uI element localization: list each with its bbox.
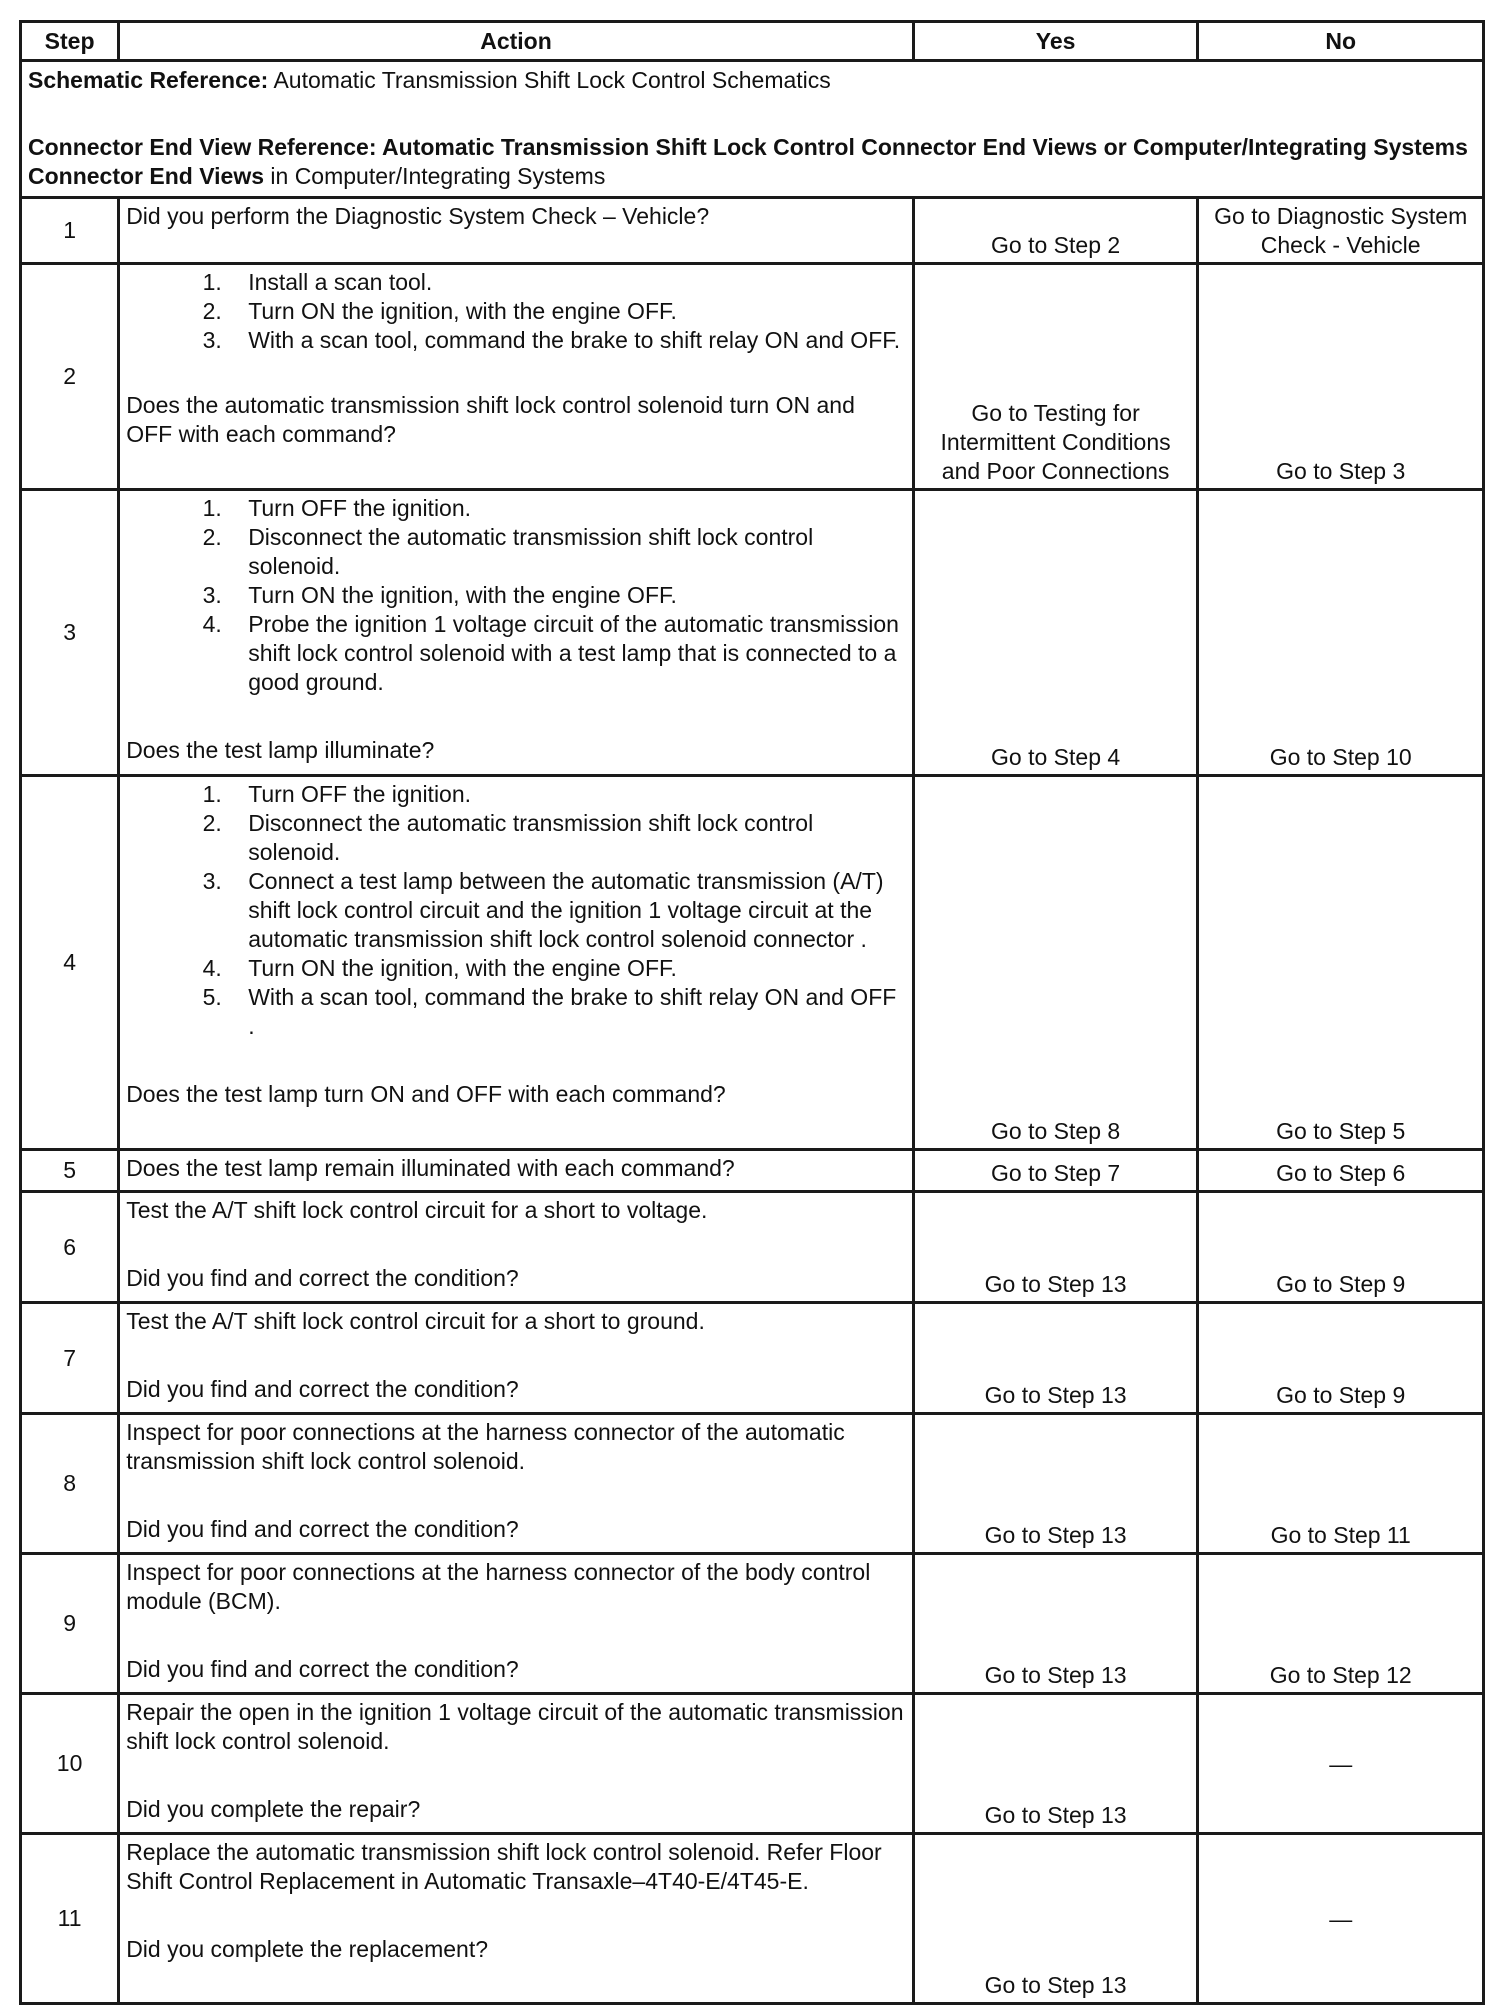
question: Does the test lamp remain illuminated with each command? [126, 1155, 735, 1181]
table-row [21, 1834, 1484, 2004]
action-cell [119, 1150, 914, 1192]
action-list [126, 780, 906, 1041]
yes-cell: Go to Step 13 [913, 1834, 1198, 2004]
action-cell [119, 1554, 914, 1694]
header-row [21, 22, 1484, 61]
step-number: 9 [21, 1554, 119, 1694]
step-number: 6 [21, 1192, 119, 1303]
instruction: Inspect for poor connections at the harness connector of the body control module (BCM). [126, 1559, 871, 1614]
header-yes: Yes [913, 22, 1198, 61]
no-cell: Go to Step 6 [1198, 1150, 1484, 1192]
action-cell [119, 1414, 914, 1554]
connector-reference-label: Connector End View Reference: Automatic Transmission Shift Lock Control Connector End Views or Computer/Integrating Systems Connector End Views [28, 134, 1468, 189]
yes-cell: Go to Step 13 [913, 1694, 1198, 1834]
schematic-reference [28, 66, 1476, 95]
action-cell [119, 776, 914, 1150]
yes-cell: Go to Testing for Intermittent Conditions and Poor Connections [913, 264, 1198, 490]
table-row [21, 1150, 1484, 1192]
table-row [21, 490, 1484, 776]
no-cell: — [1198, 1694, 1484, 1834]
yes-cell: Go to Step 13 [913, 1303, 1198, 1414]
step-number: 10 [21, 1694, 119, 1834]
yes-cell: Go to Step 7 [913, 1150, 1198, 1192]
diagnostic-document [19, 20, 1485, 2005]
action-item: 2. Disconnect the automatic transmission shift lock control solenoid. [228, 523, 906, 581]
step-number: 11 [21, 1834, 119, 2004]
header-no: No [1198, 22, 1484, 61]
no-cell: Go to Step 12 [1198, 1554, 1484, 1694]
table-row [21, 1303, 1484, 1414]
action-item: 1. Install a scan tool. [228, 268, 906, 297]
connector-reference [28, 133, 1476, 191]
action-cell [119, 490, 914, 776]
action-item: 2. Turn ON the ignition, with the engine OFF. [228, 297, 906, 326]
no-cell: Go to Step 9 [1198, 1192, 1484, 1303]
action-item: 4. Probe the ignition 1 voltage circuit of the automatic transmission shift lock control solenoid with a test lamp that is connected to a good ground. [228, 610, 906, 697]
table-row [21, 1414, 1484, 1554]
yes-cell: Go to Step 8 [913, 776, 1198, 1150]
table-row [21, 264, 1484, 490]
step-number: 2 [21, 264, 119, 490]
action-item: 5. With a scan tool, command the brake to shift relay ON and OFF . [228, 983, 906, 1041]
question: Did you complete the replacement? [126, 1936, 488, 1962]
diagnostic-table [19, 20, 1485, 2005]
instruction: Inspect for poor connections at the harness connector of the automatic transmission shift lock control solenoid. [126, 1419, 845, 1474]
question: Does the test lamp turn ON and OFF with each command? [126, 1081, 726, 1107]
no-cell: Go to Step 3 [1198, 264, 1484, 490]
action-cell [119, 1834, 914, 2004]
action-cell [119, 1303, 914, 1414]
action-cell [119, 1694, 914, 1834]
schematic-reference-label: Schematic Reference: [28, 67, 269, 93]
step-number: 1 [21, 198, 119, 264]
question: Did you complete the repair? [126, 1796, 421, 1822]
reference-row [21, 61, 1484, 198]
question: Did you perform the Diagnostic System Check – Vehicle? [126, 203, 710, 229]
yes-cell: Go to Step 13 [913, 1192, 1198, 1303]
step-number: 8 [21, 1414, 119, 1554]
instruction: Test the A/T shift lock control circuit for a short to ground. [126, 1308, 705, 1334]
no-cell: Go to Step 9 [1198, 1303, 1484, 1414]
table-row [21, 776, 1484, 1150]
step-number: 7 [21, 1303, 119, 1414]
question: Does the test lamp illuminate? [126, 737, 435, 763]
action-item: 1. Turn OFF the ignition. [228, 780, 906, 809]
action-cell [119, 198, 914, 264]
question: Did you find and correct the condition? [126, 1516, 519, 1542]
table-row [21, 1554, 1484, 1694]
action-cell [119, 264, 914, 490]
question: Does the automatic transmission shift lock control solenoid turn ON and OFF with each command? [126, 392, 855, 447]
action-list [126, 268, 906, 355]
instruction: Test the A/T shift lock control circuit for a short to voltage. [126, 1197, 708, 1223]
question: Did you find and correct the condition? [126, 1656, 519, 1682]
no-cell: Go to Step 11 [1198, 1414, 1484, 1554]
question: Did you find and correct the condition? [126, 1265, 519, 1291]
step-number: 5 [21, 1150, 119, 1192]
action-item: 1. Turn OFF the ignition. [228, 494, 906, 523]
connector-reference-text: in Computer/Integrating Systems [264, 163, 606, 189]
table-row [21, 1694, 1484, 1834]
header-step: Step [21, 22, 119, 61]
header-action: Action [119, 22, 914, 61]
action-item: 2. Disconnect the automatic transmission shift lock control solenoid. [228, 809, 906, 867]
action-item: 4. Turn ON the ignition, with the engine OFF. [228, 954, 906, 983]
action-item: 3. Turn ON the ignition, with the engine OFF. [228, 581, 906, 610]
question: Did you find and correct the condition? [126, 1376, 519, 1402]
yes-cell: Go to Step 13 [913, 1414, 1198, 1554]
no-cell: Go to Step 5 [1198, 776, 1484, 1150]
schematic-reference-text: Automatic Transmission Shift Lock Control Schematics [268, 67, 831, 93]
action-cell [119, 1192, 914, 1303]
step-number: 4 [21, 776, 119, 1150]
instruction: Replace the automatic transmission shift lock control solenoid. Refer Floor Shift Control Replacement in Automatic Transaxle–4T40-E/4T45-E. [126, 1839, 882, 1894]
table-row [21, 198, 1484, 264]
action-list [126, 494, 906, 697]
yes-cell: Go to Step 4 [913, 490, 1198, 776]
action-item: 3. Connect a test lamp between the automatic transmission (A/T) shift lock control circuit and the ignition 1 voltage circuit at the automatic transmission shift lock control solenoid connector . [228, 867, 906, 954]
instruction: Repair the open in the ignition 1 voltage circuit of the automatic transmission shift lock control solenoid. [126, 1699, 904, 1754]
action-item: 3. With a scan tool, command the brake to shift relay ON and OFF. [228, 326, 906, 355]
table-row [21, 1192, 1484, 1303]
step-number: 3 [21, 490, 119, 776]
yes-cell: Go to Step 2 [913, 198, 1198, 264]
yes-cell: Go to Step 13 [913, 1554, 1198, 1694]
reference-cell [21, 61, 1484, 198]
no-cell: Go to Step 10 [1198, 490, 1484, 776]
no-cell: — [1198, 1834, 1484, 2004]
no-cell: Go to Diagnostic System Check - Vehicle [1198, 198, 1484, 264]
